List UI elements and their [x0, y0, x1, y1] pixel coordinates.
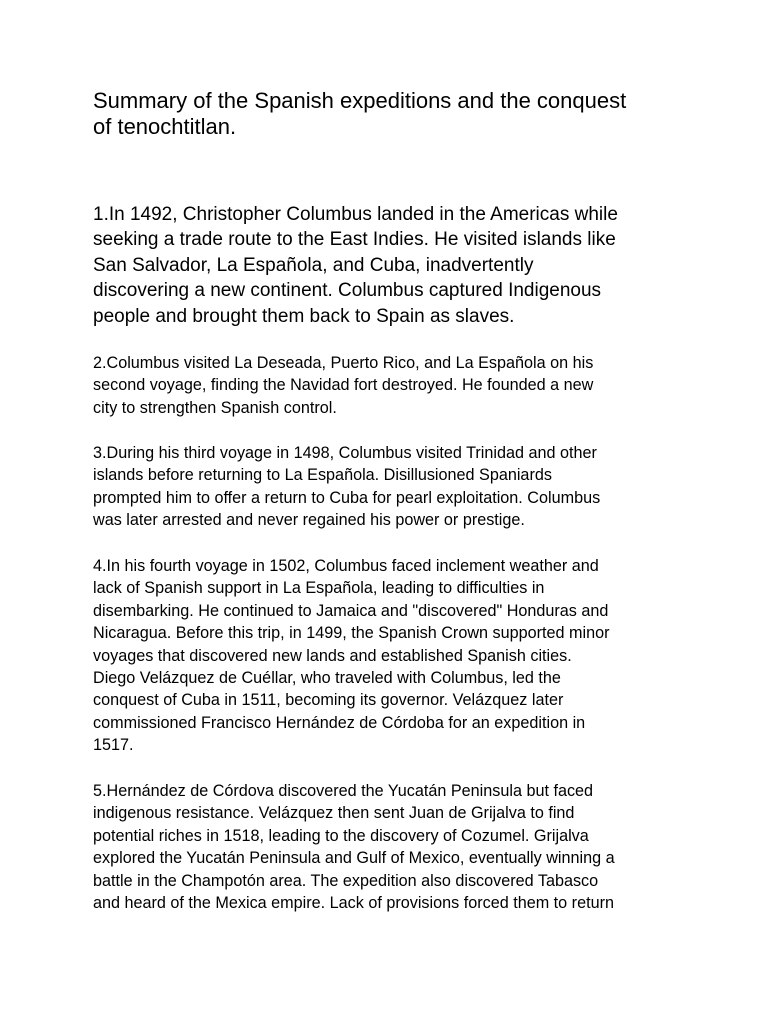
paragraph-2: 2.Columbus visited La Deseada, Puerto Rico, and La Española on his second voyage, finding the Navidad fort destroyed. He founded a new city to strengthen Spanish control. [93, 354, 594, 417]
paragraph-4: 4.In his fourth voyage in 1502, Columbus faced inclement weather and lack of Spanish support in La Española, leading to difficulties in disembarking. He continued to Jamaica and "discovered" Honduras and Nicaragua. Before this trip, in 1499, the Spanish Crown supported minor voyages that discovered new lands and established Spanish cities. Diego Velázquez de Cuéllar, who traveled with Columbus, led the conquest of Cuba in 1511, becoming its governor. Velázquez later commissioned Francisco Hernández de Córdoba for an expedition in 1517. [93, 557, 610, 755]
paragraph-3: 3.During his third voyage in 1498, Columbus visited Trinidad and other islands before returning to La Española. Disillusioned Spaniards prompted him to offer a return to Cuba for pearl exploitation. Columbus was later arrested and never regained his power or prestige. [93, 444, 601, 530]
paragraph-1: 1.In 1492, Christopher Columbus landed in the Americas while seeking a trade route to the East Indies. He visited islands like San Salvador, La Española, and Cuba, inadvertently discovering a new continent. Columbus captured Indigenous people and brought them back to Spain as slaves. [93, 204, 618, 327]
document-title: Summary of the Spanish expeditions and the conquest of tenochtitlan. [93, 88, 627, 139]
paragraph-5: 5.Hernández de Córdova discovered the Yucatán Peninsula but faced indigenous resistance. Velázquez then sent Juan de Grijalva to find potential riches in 1518, leading to the discovery of Cozumel. Grijalva explored the Yucatán Peninsula and Gulf of Mexico, eventually winning a battle in the Champotón area. The expedition also discovered Tabasco and heard of the Mexica empire. Lack of provisions forced them to return [93, 782, 615, 913]
